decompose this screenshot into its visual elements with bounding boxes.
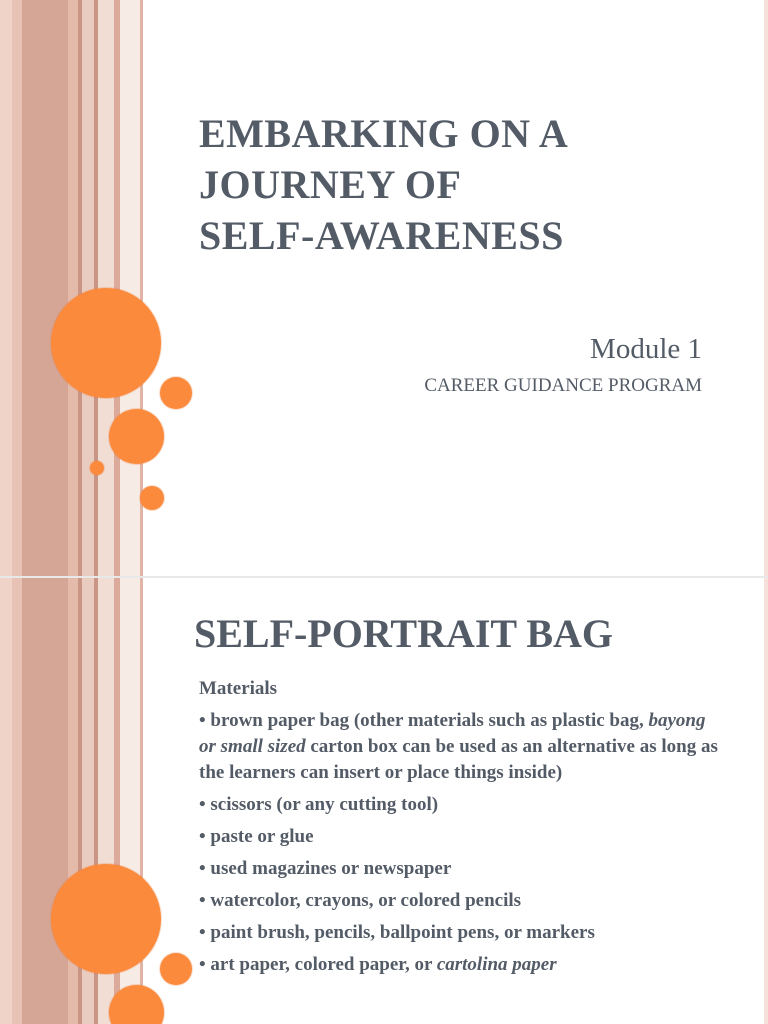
slide-title [199,108,739,261]
title-line: JOURNEY OF [199,162,462,207]
decorative-stripe [0,0,12,576]
item-text: paste or glue [205,826,314,847]
bullet: • [199,710,206,731]
program-subtitle: CAREER GUIDANCE PROGRAM [424,375,702,396]
decorative-stripe [12,0,22,576]
bullet: • [199,858,206,879]
decorative-stripe [764,0,768,576]
decorative-stripe [68,0,78,576]
content-slide [0,578,768,1024]
list-item [199,888,719,914]
item-text: carton box can be used as an alternative as long as the learners can insert or place things inside) [199,736,718,783]
module-subtitle: Module 1 [590,333,702,365]
bullet: • [199,826,206,847]
list-item [199,856,719,882]
decorative-stripe [82,0,94,576]
list-item [199,708,719,786]
decorative-stripe [22,578,68,1024]
decorative-circle [160,953,192,985]
decorative-stripe [12,578,22,1024]
decorative-stripe [0,578,12,1024]
decorative-circle-small [90,461,104,475]
decorative-stripe [22,0,68,576]
list-item [199,920,719,946]
list-item [199,952,719,978]
item-italic-text: cartolina paper [436,954,557,975]
materials-heading: Materials [199,678,278,699]
title-line: EMBARKING ON A [199,111,569,156]
item-text: brown paper bag (other materials such as plastic bag, [205,710,649,731]
title-line: SELF-AWARENESS [199,213,564,258]
decorative-circle [160,377,192,409]
decorative-circle-large [51,864,161,974]
slide-title: SELF-PORTRAIT BAG [194,611,614,656]
item-italic-text: bayong or small sized [199,710,706,757]
materials-list [199,676,719,984]
bullet: • [199,954,206,975]
decorative-circle [140,486,164,510]
item-text: art paper, colored paper, or [205,954,437,975]
decorative-stripe [120,0,140,576]
bullet: • [199,794,206,815]
list-item [199,824,719,850]
list-item [199,792,719,818]
item-text: watercolor, crayons, or colored pencils [205,890,522,911]
item-text: used magazines or newspaper [205,858,452,879]
item-text: scissors (or any cutting tool) [205,794,439,815]
bullet: • [199,922,206,943]
bullet: • [199,890,206,911]
decorative-circle-large [51,288,161,398]
item-text: paint brush, pencils, ballpoint pens, or markers [205,922,595,943]
decorative-stripe [764,578,768,1024]
decorative-circle [109,409,164,464]
